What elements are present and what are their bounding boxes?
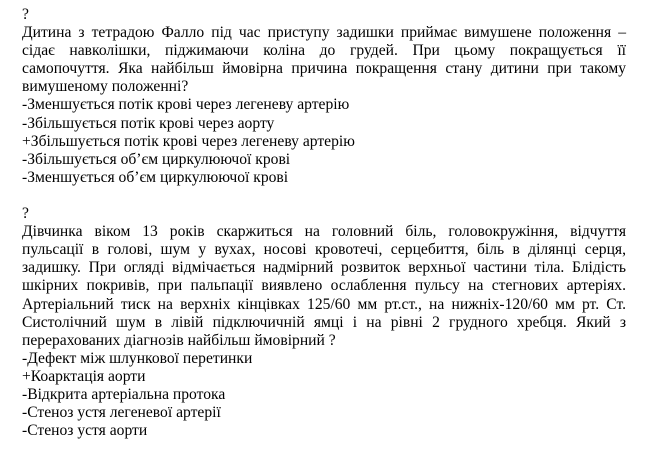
answer-option: -Збільшується об’єм циркулюючої крові — [22, 150, 291, 168]
answer-option: -Зменшується об’єм циркулюючої крові — [22, 168, 289, 186]
blank-line — [22, 187, 626, 205]
answer-option: -Зменшується потік крові через легеневу артерію — [22, 96, 350, 114]
answer-option: -Відкрита артеріальна протока — [22, 385, 226, 403]
stem-line: самопочуття. Яка найбільш ймовірна причина покращення стану дитини при такому — [22, 60, 626, 78]
stem-line: пульсації в голові, шум у вухах, носові кровотечі, серцебиття, біль в ділянці серця, — [22, 241, 626, 259]
answer-option-correct: +Збільшується потік крові через легеневу артерію — [22, 132, 355, 150]
question-marker: ? — [22, 6, 29, 23]
question-2 — [22, 205, 626, 440]
question-stem — [22, 223, 626, 350]
question-stem — [22, 24, 626, 96]
document-page — [22, 6, 626, 440]
stem-line: Дівчинка віком 13 років скаржиться на головний біль, головокружіння, відчуття — [22, 223, 626, 241]
answer-option: -Стеноз устя аорти — [22, 422, 148, 440]
answer-option-correct: +Коарктація аорти — [22, 367, 146, 385]
answer-option: -Збільшується потік крові через аорту — [22, 114, 275, 132]
stem-line: Артеріальний тиск на верхніх кінцівках 125/60 мм рт.ст., на нижніх-120/60 мм рт. Ст. — [22, 295, 626, 313]
stem-line: сідає навколішки, піджимаючи коліна до грудей. При цьому покращується її — [22, 42, 626, 60]
stem-line: задишку. При огляді відмічається надмірний розвиток верхньої частини тіла. Блідість — [22, 259, 626, 277]
stem-line: перерахованих діагнозів найбільш ймовірний ? — [22, 331, 336, 349]
question-marker: ? — [22, 205, 29, 223]
stem-line: Систолічний шум в лівій підключичній ямці і на рівні 2 грудного хребця. Який з — [22, 313, 626, 331]
stem-line: вимушеному положенні? — [22, 78, 189, 96]
answer-option: -Стеноз устя легеневої артерії — [22, 404, 221, 422]
answer-option: -Дефект між шлункової перетинки — [22, 349, 253, 367]
answer-options — [22, 350, 626, 440]
answer-options — [22, 96, 626, 186]
stem-line: Дитина з тетрадою Фалло під час приступу задишки приймає вимушене положення – — [22, 24, 626, 42]
question-1 — [22, 6, 626, 187]
stem-line: шкірних покривів, при пальпації виявлено ослаблення пульсу на стегнових артеріях. — [22, 277, 626, 295]
